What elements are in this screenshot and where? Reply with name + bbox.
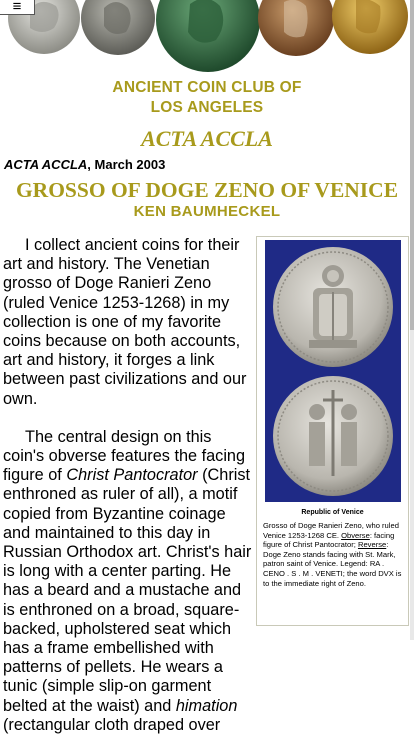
article-body — [3, 236, 255, 754]
caption-text: Grosso of Doge Ranieri Zeno, who ruled Venice 1253-1268 CE. Obverse: facing figure of Christ Pantocrator; Reverse: Doge Zeno stands facing with St. Mark, patron saint of Venice. Legend: RA . CENO . S . M . VENETI; the word DVX is to the immediate right of Zeno. — [263, 521, 402, 588]
coin-figure — [256, 236, 409, 626]
menu-button[interactable] — [0, 0, 35, 15]
club-name — [0, 78, 414, 118]
grosso-coin-image — [265, 240, 401, 502]
obverse-label: Obverse — [341, 530, 370, 540]
coin-banner — [0, 0, 410, 72]
club-name-line1: ANCIENT COIN CLUB OF — [112, 79, 302, 96]
scrollbar-thumb[interactable] — [410, 0, 414, 330]
christ-pantocrator-term: Christ Pantocrator — [66, 466, 198, 485]
reverse-coin — [273, 376, 393, 496]
himation-term: himation — [175, 696, 238, 715]
issue-date: , March 2003 — [87, 157, 166, 172]
hamburger-menu-icon[interactable]: ≡ — [12, 0, 22, 15]
reverse-label: Reverse — [357, 540, 387, 550]
coin-photo — [265, 240, 401, 502]
club-name-line2: LOS ANGELES — [150, 99, 264, 116]
issue-line — [4, 157, 165, 173]
article-title: GROSSO OF DOGE ZENO OF VENICE — [15, 178, 399, 202]
obverse-coin — [273, 247, 393, 367]
caption-title: Republic of Venice — [301, 509, 364, 516]
article-author: KEN BAUMHECKEL — [133, 203, 281, 220]
paragraph-2: The central design on this coin's obverse features the facing figure of Christ Pantocrator (Christ enthroned as ruler of all), a motif copied from Byzantine coinage and maintained to this day in Russian Orthodox art. Christ's hair is long with a center parting. He has a beard and a mustache and is enthroned on a broad, square-backed, upholstered seat which has a frame embellished with patterns of pellets. He wears a tunic (simple slip-on garment belted at the waist) and himation (rectangular cloth draped over — [3, 427, 252, 734]
issue-journal: ACTA ACCLA — [4, 157, 88, 172]
paragraph-1: I collect ancient coins for their art and history. The Venetian grosso of Doge Ranieri Zeno (ruled Venice 1253-1268) in my collection is one of my favorite coins because on both accounts, art and history, it forges a link between past civilizations and our own. — [3, 236, 247, 408]
journal-title: ACTA ACCLA — [141, 126, 273, 151]
coin-banner-image — [0, 0, 410, 72]
page-scrollbar[interactable] — [410, 0, 414, 640]
